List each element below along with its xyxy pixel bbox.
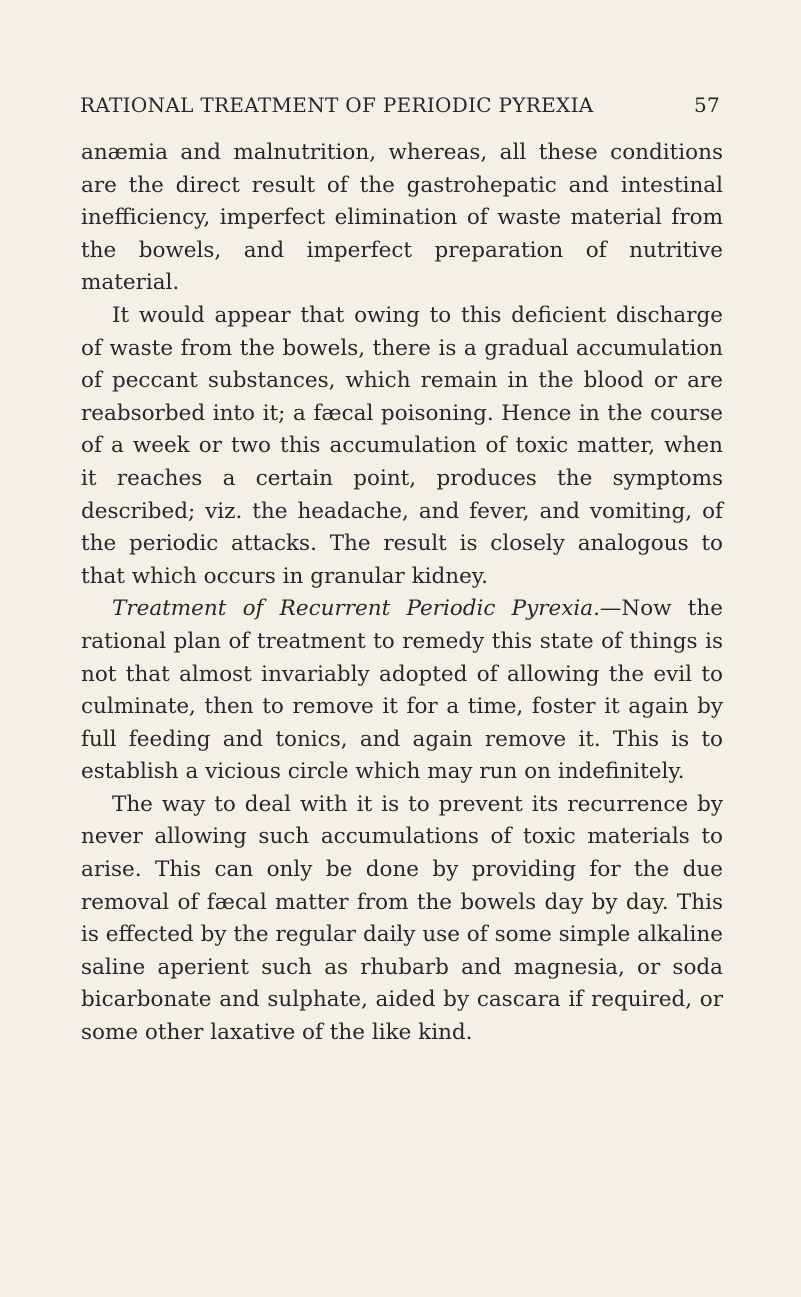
paragraph-3-text: —Now the rational plan of treatment to remedy this state of things is not that almost invariably adopted of allowing the evil to culminate, then to remove it for a time, foster it again by full feeding and tonics, and again remove it. This is to establish a vicious circle which may run on indefinitely. [81, 596, 723, 785]
paragraph-1: anæmia and malnutrition, whereas, all these conditions are the direct result of the gastrohepatic and intestinal inefficiency, imperfect elimination of waste material from the bowels, and imperfect preparation of nutritive material. [81, 140, 723, 296]
paragraph-4: The way to deal with it is to prevent its recurrence by never allowing such accumulations of toxic materials to arise. This can only be done by providing for the due removal of fæcal matter from the bowels day by day. This is effected by the regular daily use of some simple alkaline saline aperient such as rhubarb and magnesia, or soda bicarbonate and sulphate, aided by cascara if required, or some other laxative of the like kind. [81, 791, 723, 1046]
body-text [81, 137, 723, 1050]
section-heading: Treatment of Recurrent Periodic Pyrexia. [112, 596, 600, 622]
paragraph-2: It would appear that owing to this deficient discharge of waste from the bowels, there is a gradual accumulation of peccant substances, which remain in the blood or are reabsorbed into it; a fæcal poisoning. Hence in the course of a week or two this accumulation of toxic matter, when it reaches a certain point, produces the symptoms described; viz. the headache, and fever, and vomiting, of the periodic attacks. The result is closely analogous to that which occurs in granular kidney. [81, 302, 723, 589]
page-number: 57 [693, 93, 720, 117]
running-title: RATIONAL TREATMENT OF PERIODIC PYREXIA [80, 93, 594, 117]
paragraph-3 [81, 593, 723, 789]
page-header [80, 93, 720, 123]
